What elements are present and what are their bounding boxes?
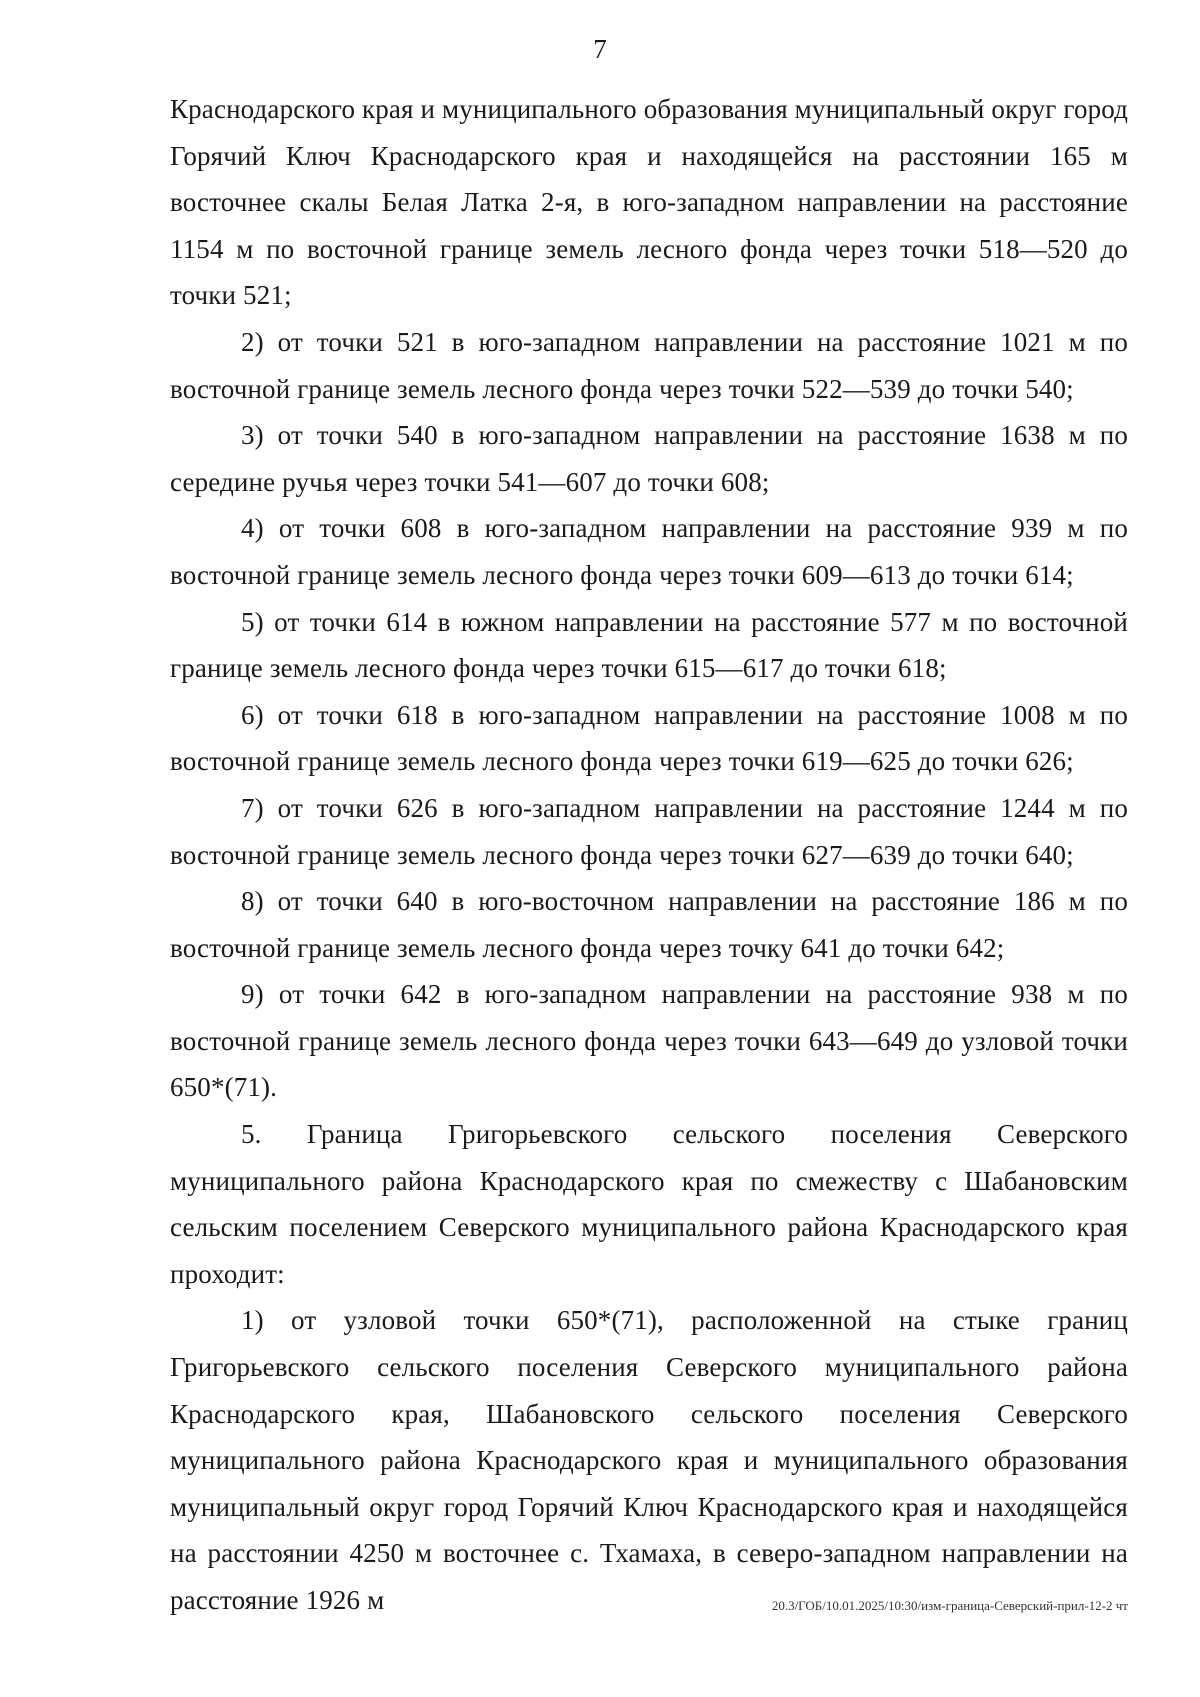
paragraph-item-7: 7) от точки 626 в юго-западном направлении на расстояние 1244 м по восточной границе земель лесного фонда через точки 627—639 до точки 640; <box>170 792 1128 870</box>
section-5-heading-paragraph: 5. Граница Григорьевского сельского поселения Северского муниципального района Краснодарского края по смежеству с Шабановским сельским поселением Северского муниципального района Краснодарского края проходит: <box>170 1119 1128 1289</box>
paragraph-item-5: 5) от точки 614 в южном направлении на расстояние 577 м по восточной границе земель лесного фонда через точки 615—617 до точки 618; <box>170 606 1128 684</box>
section-5-item-1: 1) от узловой точки 650*(71), расположенной на стыке границ Григорьевского сельского поселения Северского муниципального района Краснодарского края, Шабановского сельского поселения Северского муниципального района Краснодарского края и муниципального образования муниципальный округ город Горячий Ключ Краснодарского края и находящейся на расстоянии 4250 м восточнее с. Тхамаха, в северо-западном направлении на расстояние 1926 м <box>170 1305 1128 1615</box>
footer-document-code: 20.3/ГОБ/10.01.2025/10:30/изм-граница-Северский-прил-12-2 чт <box>771 1598 1128 1613</box>
paragraph-item-3: 3) от точки 540 в юго-западном направлении на расстояние 1638 м по середине ручья через точки 541—607 до точки 608; <box>170 420 1128 497</box>
paragraph-item-4: 4) от точки 608 в юго-западном направлении на расстояние 939 м по восточной границе земель лесного фонда через точки 609—613 до точки 614; <box>170 513 1128 590</box>
paragraph-item-8: 8) от точки 640 в юго-восточном направлении на расстояние 186 м по восточной границе земель лесного фонда через точку 641 до точки 642; <box>170 886 1128 963</box>
document-body <box>170 86 1128 1624</box>
paragraph-item-9: 9) от точки 642 в юго-западном направлении на расстояние 938 м по восточной границе земель лесного фонда через точки 643—649 до узловой точки 650*(71). <box>170 979 1128 1103</box>
paragraph-item-2: 2) от точки 521 в юго-западном направлении на расстояние 1021 м по восточной границе земель лесного фонда через точки 522—539 до точки 540; <box>170 326 1128 404</box>
page-number: 7 <box>593 34 607 64</box>
paragraph-continuation: Краснодарского края и муниципального образования муниципальный округ город Горячий Ключ Краснодарского края и находящейся на расстоянии 165 м восточнее скалы Белая Латка 2-я, в юго-западном направлении на расстояние 1154 м по восточной границе земель лесного фонда через точки 518—520 до точки 521; <box>170 94 1129 311</box>
paragraph-item-6: 6) от точки 618 в юго-западном направлении на расстояние 1008 м по восточной границе земель лесного фонда через точки 619—625 до точки 626; <box>170 699 1128 777</box>
